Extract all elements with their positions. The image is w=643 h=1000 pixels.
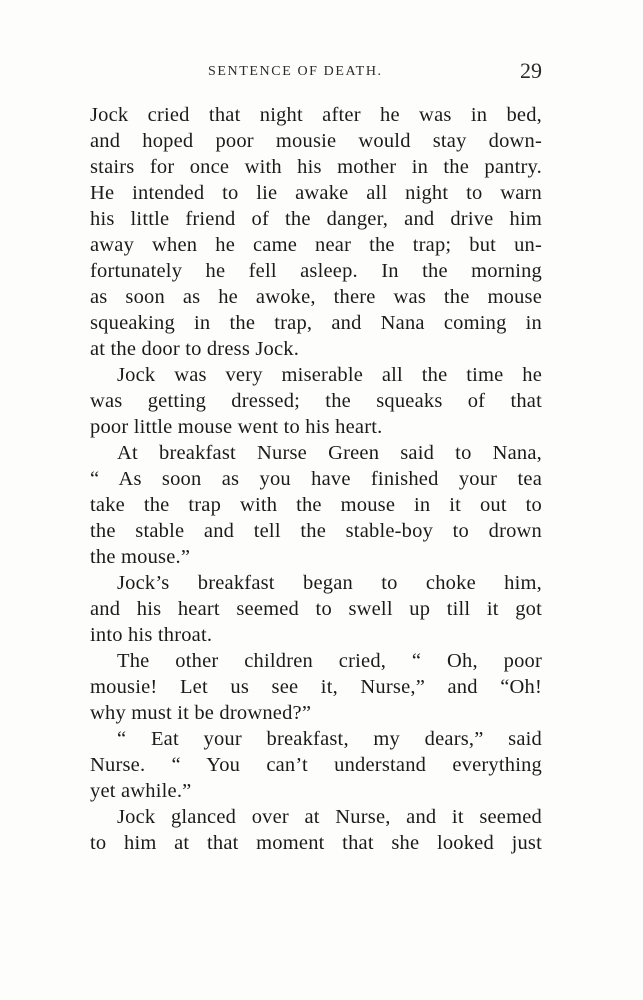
text-line: the mouse.” (90, 546, 191, 568)
text-line: his little friend of the danger, and drive him (90, 208, 542, 230)
text-line: Jock was very miserable all the time he (117, 364, 542, 386)
text-line: fortunately he fell asleep. In the morning (90, 260, 542, 282)
text-line: The other children cried, “ Oh, poor (117, 650, 542, 672)
text-line: mousie! Let us see it, Nurse,” and “Oh! (90, 676, 542, 698)
text-line: squeaking in the trap, and Nana coming in (90, 312, 542, 334)
text-line: yet awhile.” (90, 780, 192, 802)
text-line: Nurse. “ You can’t understand everything (90, 754, 542, 776)
text-line: as soon as he awoke, there was the mouse (90, 286, 542, 308)
body-text (90, 102, 542, 856)
text-line: at the door to dress Jock. (90, 338, 300, 360)
text-line: Jock’s breakfast began to choke him, (117, 572, 542, 594)
page-number: 29 (520, 58, 542, 83)
text-line: was getting dressed; the squeaks of that (90, 390, 542, 412)
text-line: away when he came near the trap; but un- (90, 234, 542, 256)
text-line: and hoped poor mousie would stay down- (90, 130, 542, 152)
text-line: stairs for once with his mother in the pantry. (90, 156, 542, 178)
text-line: Jock glanced over at Nurse, and it seemed (117, 806, 542, 828)
text-line: “ As soon as you have finished your tea (90, 468, 542, 490)
text-line: why must it be drowned?” (90, 702, 312, 724)
text-line: At breakfast Nurse Green said to Nana, (117, 442, 542, 464)
text-line: into his throat. (90, 624, 213, 646)
text-line: poor little mouse went to his heart. (90, 416, 383, 438)
text-line: to him at that moment that she looked just (90, 832, 542, 854)
text-line: and his heart seemed to swell up till it got (90, 598, 542, 620)
text-line: “ Eat your breakfast, my dears,” said (117, 728, 542, 750)
text-line: take the trap with the mouse in it out to (90, 494, 542, 516)
text-line: He intended to lie awake all night to warn (90, 182, 542, 204)
running-title: SENTENCE OF DEATH. (208, 64, 383, 79)
text-line: Jock cried that night after he was in bed, (90, 104, 542, 126)
running-head (90, 58, 542, 88)
text-line: the stable and tell the stable-boy to drown (90, 520, 542, 542)
